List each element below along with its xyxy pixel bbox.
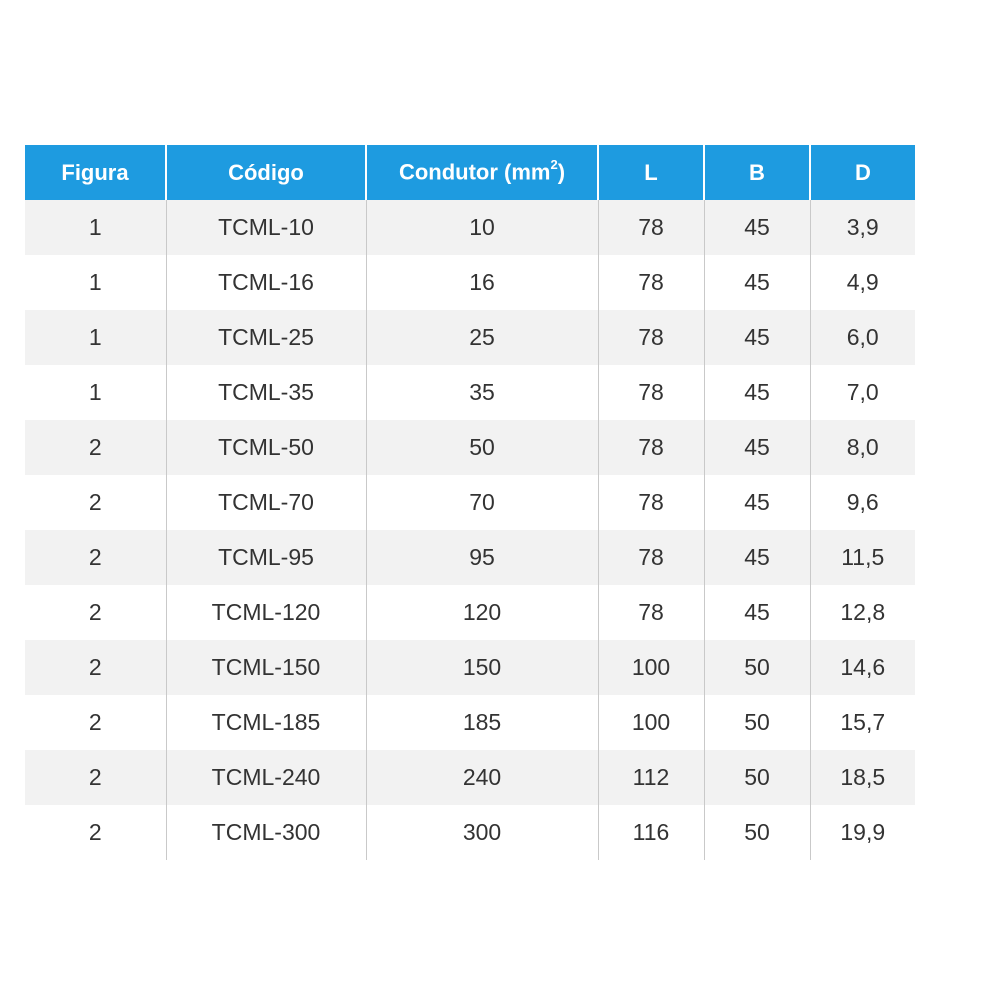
table-row [25,365,915,420]
table-row [25,695,915,750]
l-cell: 100 [598,640,704,695]
table-row [25,255,915,310]
condutor-cell: 120 [366,585,598,640]
figura-cell: 2 [25,585,166,640]
table-row [25,530,915,585]
d-cell: 4,9 [810,255,915,310]
b-cell: 45 [704,475,810,530]
codigo-cell: TCML-120 [166,585,366,640]
condutor-cell: 70 [366,475,598,530]
l-cell: 78 [598,365,704,420]
b-cell: 45 [704,530,810,585]
codigo-cell: TCML-150 [166,640,366,695]
figura-cell: 2 [25,695,166,750]
condutor-cell: 150 [366,640,598,695]
codigo-cell: TCML-50 [166,420,366,475]
header-condutor [366,145,598,200]
table-row [25,750,915,805]
l-cell: 78 [598,200,704,255]
d-cell: 19,9 [810,805,915,860]
table-row [25,640,915,695]
header-figura: Figura [25,145,166,200]
figura-cell: 1 [25,365,166,420]
table-row [25,805,915,860]
condutor-cell: 25 [366,310,598,365]
figura-cell: 1 [25,200,166,255]
d-cell: 11,5 [810,530,915,585]
l-cell: 78 [598,585,704,640]
d-cell: 14,6 [810,640,915,695]
b-cell: 50 [704,805,810,860]
l-cell: 78 [598,310,704,365]
d-cell: 7,0 [810,365,915,420]
header-l: L [598,145,704,200]
figura-cell: 2 [25,640,166,695]
condutor-cell: 16 [366,255,598,310]
table-row [25,420,915,475]
table-header [25,145,915,200]
header-condutor-label: Condutor (mm [398,159,551,185]
table-row [25,585,915,640]
codigo-cell: TCML-70 [166,475,366,530]
codigo-cell: TCML-240 [166,750,366,805]
figura-cell: 1 [25,310,166,365]
codigo-cell: TCML-16 [166,255,366,310]
figura-cell: 2 [25,420,166,475]
condutor-cell: 95 [366,530,598,585]
b-cell: 45 [704,365,810,420]
b-cell: 45 [704,200,810,255]
d-cell: 15,7 [810,695,915,750]
b-cell: 45 [704,585,810,640]
l-cell: 100 [598,695,704,750]
figura-cell: 2 [25,805,166,860]
d-cell: 6,0 [810,310,915,365]
codigo-cell: TCML-35 [166,365,366,420]
condutor-cell: 10 [366,200,598,255]
figura-cell: 2 [25,475,166,530]
b-cell: 50 [704,640,810,695]
codigo-cell: TCML-10 [166,200,366,255]
l-cell: 116 [598,805,704,860]
condutor-cell: 300 [366,805,598,860]
b-cell: 45 [704,255,810,310]
codigo-cell: TCML-25 [166,310,366,365]
b-cell: 50 [704,695,810,750]
d-cell: 18,5 [810,750,915,805]
header-row [25,145,915,200]
table-row [25,200,915,255]
d-cell: 8,0 [810,420,915,475]
figura-cell: 2 [25,530,166,585]
table-row [25,475,915,530]
figura-cell: 2 [25,750,166,805]
condutor-cell: 50 [366,420,598,475]
header-b: B [704,145,810,200]
header-d: D [810,145,915,200]
header-codigo: Código [166,145,366,200]
l-cell: 78 [598,530,704,585]
header-condutor-superscript: 2 [550,157,558,173]
l-cell: 112 [598,750,704,805]
d-cell: 9,6 [810,475,915,530]
d-cell: 12,8 [810,585,915,640]
spec-table [25,145,915,860]
condutor-cell: 240 [366,750,598,805]
codigo-cell: TCML-95 [166,530,366,585]
codigo-cell: TCML-300 [166,805,366,860]
b-cell: 45 [704,420,810,475]
figura-cell: 1 [25,255,166,310]
condutor-cell: 35 [366,365,598,420]
codigo-cell: TCML-185 [166,695,366,750]
header-condutor-close: ) [557,159,566,185]
d-cell: 3,9 [810,200,915,255]
b-cell: 45 [704,310,810,365]
l-cell: 78 [598,475,704,530]
condutor-cell: 185 [366,695,598,750]
l-cell: 78 [598,255,704,310]
b-cell: 50 [704,750,810,805]
table-row [25,310,915,365]
l-cell: 78 [598,420,704,475]
table-body [25,200,915,860]
